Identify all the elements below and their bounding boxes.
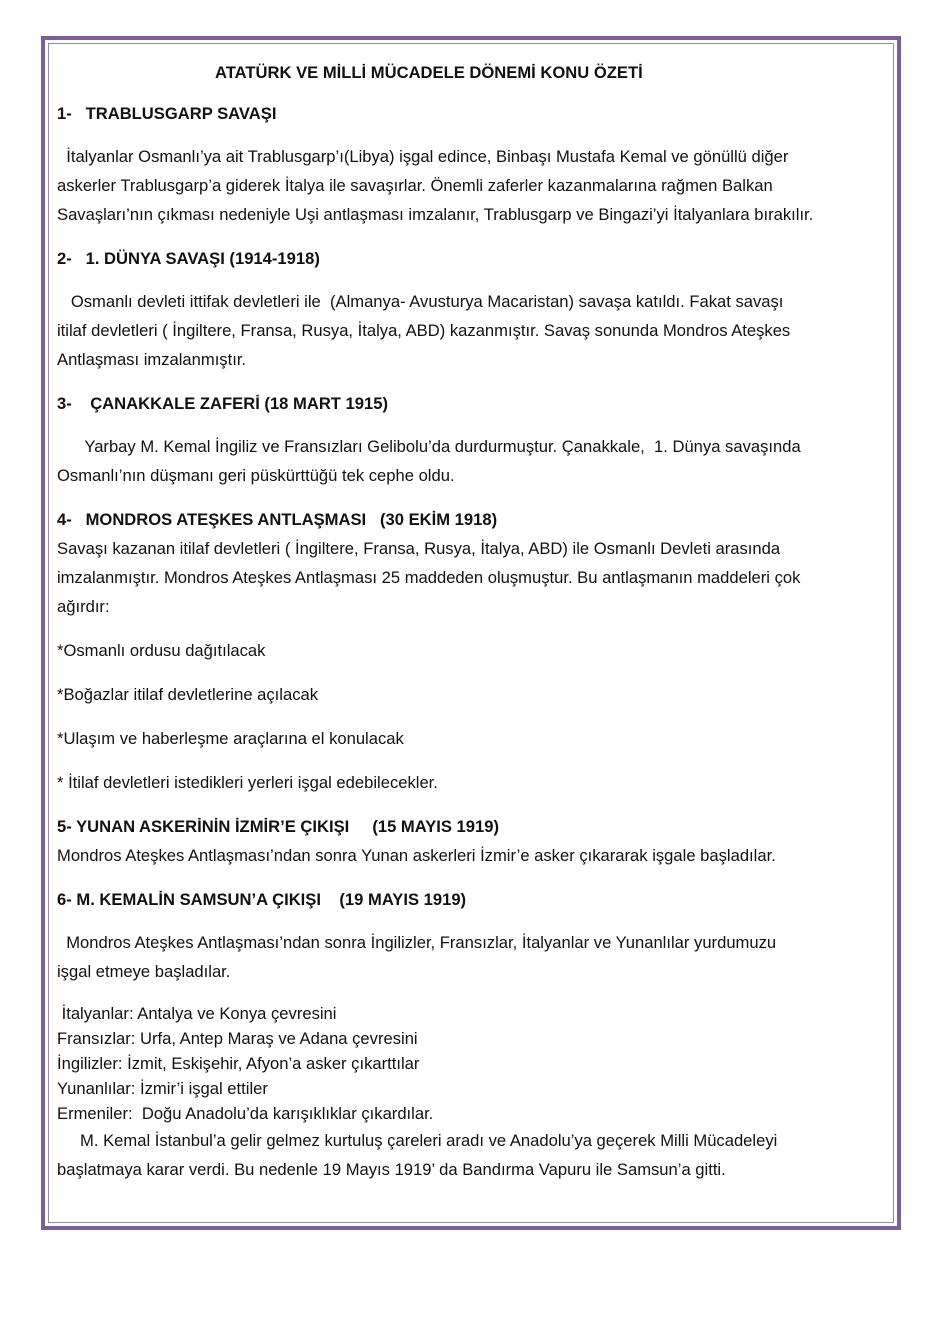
text-line: işgal etmeye başladılar. xyxy=(57,962,231,981)
armistice-terms-list xyxy=(57,636,907,797)
list-item: Yunanlılar: İzmir’i işgal ettiler xyxy=(57,1079,268,1098)
list-item: Fransızlar: Urfa, Antep Maraş ve Adana çevresini xyxy=(57,1029,418,1048)
section-1-paragraph xyxy=(57,142,907,229)
text-line: Yarbay M. Kemal İngiliz ve Fransızları Gelibolu’da durdurmuştur. Çanakkale, 1. Dünya savaşında xyxy=(57,437,801,456)
section-3-paragraph xyxy=(57,432,907,490)
text-line: Osmanlı devleti ittifak devletleri ile (Almanya- Avusturya Macaristan) savaşa katıldı. Fakat savaşı xyxy=(57,292,784,311)
text-line: askerler Trablusgarp’a giderek İtalya ile savaşırlar. Önemli zaferler kazanmalarına rağmen Balkan xyxy=(57,176,773,195)
section-5-heading: 5- YUNAN ASKERİNİN İZMİR’E ÇIKIŞI (15 MAYIS 1919) xyxy=(57,817,499,836)
text-line: itilaf devletleri ( İngiltere, Fransa, Rusya, İtalya, ABD) kazanmıştır. Savaş sonunda Mondros Ateşkes xyxy=(57,321,791,340)
section-4-heading: 4- MONDROS ATEŞKES ANTLAŞMASI (30 EKİM 1918) xyxy=(57,510,498,529)
occupation-list xyxy=(57,1001,907,1126)
list-item: *Ulaşım ve haberleşme araçlarına el konulacak xyxy=(57,729,404,748)
document-title: ATATÜRK VE MİLLİ MÜCADELE DÖNEMİ KONU ÖZETİ xyxy=(215,63,643,82)
text-line: İtalyanlar Osmanlı’ya ait Trablusgarp’ı(Libya) işgal edince, Binbaşı Mustafa Kemal ve gönüllü diğer xyxy=(57,147,789,166)
text-line: Mondros Ateşkes Antlaşması’ndan sonra Yunan askerleri İzmir’e asker çıkararak işgale başladılar. xyxy=(57,846,776,865)
section-3-heading: 3- ÇANAKKALE ZAFERİ (18 MART 1915) xyxy=(57,394,388,413)
text-line: Mondros Ateşkes Antlaşması’ndan sonra İngilizler, Fransızlar, İtalyanlar ve Yunanlılar yurdumuzu xyxy=(57,933,777,952)
closing-paragraph xyxy=(57,1126,907,1184)
section-6-paragraph xyxy=(57,928,907,986)
text-line: başlatmaya karar verdi. Bu nedenle 19 Mayıs 1919’ da Bandırma Vapuru ile Samsun’a gitti. xyxy=(57,1160,726,1179)
section-6-heading: 6- M. KEMALİN SAMSUN’A ÇIKIŞI (19 MAYIS 1919) xyxy=(57,890,467,909)
text-line: imzalanmıştır. Mondros Ateşkes Antlaşması 25 maddeden oluşmuştur. Bu antlaşmanın maddeleri çok xyxy=(57,568,801,587)
document-body xyxy=(57,58,907,1184)
list-item: Ermeniler: Doğu Anadolu’da karışıklıklar çıkardılar. xyxy=(57,1104,434,1123)
list-item: *Boğazlar itilaf devletlerine açılacak xyxy=(57,685,319,704)
list-item: İngilizler: İzmit, Eskişehir, Afyon’a asker çıkarttılar xyxy=(57,1054,420,1073)
text-line: ağırdır: xyxy=(57,597,110,616)
section-5-paragraph xyxy=(57,841,907,870)
text-line: M. Kemal İstanbul’a gelir gelmez kurtuluş çareleri aradı ve Anadolu’ya geçerek Milli Mücadeleyi xyxy=(57,1131,778,1150)
section-2-paragraph xyxy=(57,287,907,374)
section-2-heading: 2- 1. DÜNYA SAVAŞI (1914-1918) xyxy=(57,249,320,268)
list-item: İtalyanlar: Antalya ve Konya çevresini xyxy=(57,1004,337,1023)
text-line: Osmanlı’nın düşmanı geri püskürttüğü tek cephe oldu. xyxy=(57,466,455,485)
text-line: Savaşları’nın çıkması nedeniyle Uşi antlaşması imzalanır, Trablusgarp ve Bingazi’yi İtalyanlara bırakılır. xyxy=(57,205,814,224)
list-item: *Osmanlı ordusu dağıtılacak xyxy=(57,641,266,660)
list-item: * İtilaf devletleri istedikleri yerleri işgal edebilecekler. xyxy=(57,773,438,792)
text-line: Savaşı kazanan itilaf devletleri ( İngiltere, Fransa, Rusya, İtalya, ABD) ile Osmanlı Devleti arasında xyxy=(57,539,781,558)
text-line: Antlaşması imzalanmıştır. xyxy=(57,350,247,369)
section-4-paragraph xyxy=(57,534,907,621)
section-1-heading: 1- TRABLUSGARP SAVAŞI xyxy=(57,104,277,123)
